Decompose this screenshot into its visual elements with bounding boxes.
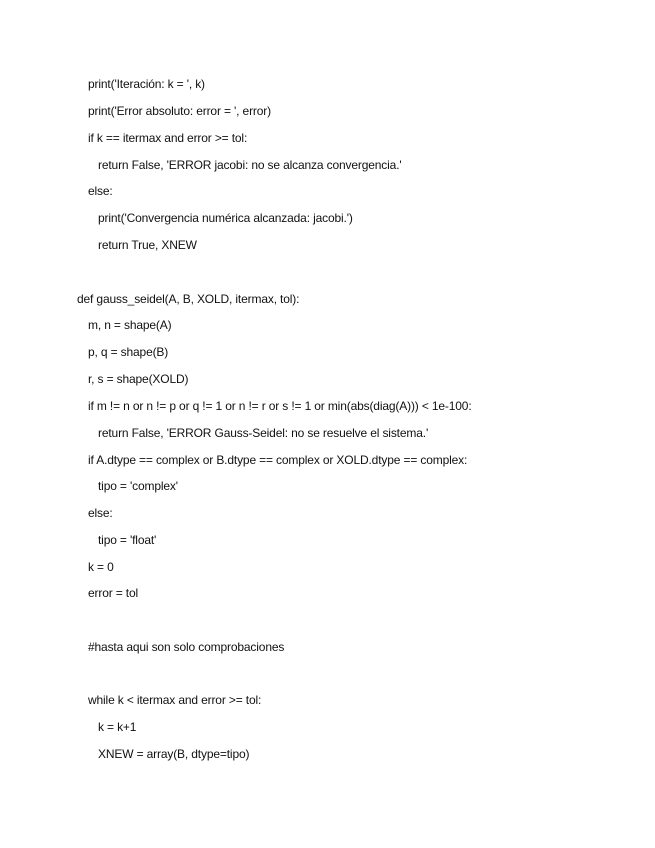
code-line: r, s = shape(XOLD) [88, 372, 189, 386]
code-line: print('Iteración: k = ', k) [88, 77, 205, 91]
code-line: return False, 'ERROR Gauss-Seidel: no se resuelve el sistema.' [98, 426, 429, 440]
code-line: p, q = shape(B) [88, 345, 169, 359]
code-line: k = 0 [88, 560, 114, 574]
code-line: return False, 'ERROR jacobi: no se alcanza convergencia.' [98, 158, 402, 172]
function-definition: def gauss_seidel(A, B, XOLD, itermax, tol): [77, 292, 300, 306]
code-line: if m != n or n != p or q != 1 or n != r or s != 1 or min(abs(diag(A))) < 1e-100: [88, 399, 472, 413]
code-line: while k < itermax and error >= tol: [88, 693, 262, 707]
code-line: tipo = 'float' [98, 533, 157, 547]
code-line: else: [88, 184, 113, 198]
code-line: m, n = shape(A) [88, 318, 172, 332]
code-line: if A.dtype == complex or B.dtype == complex or XOLD.dtype == complex: [88, 453, 468, 467]
code-line: error = tol [88, 586, 139, 600]
code-line: k = k+1 [98, 720, 137, 734]
code-line: else: [88, 506, 113, 520]
code-comment: #hasta aqui son solo comprobaciones [88, 640, 285, 654]
code-line: XNEW = array(B, dtype=tipo) [98, 747, 250, 761]
code-line: print('Error absoluto: error = ', error) [88, 104, 271, 118]
code-line: if k == itermax and error >= tol: [88, 131, 248, 145]
code-line: tipo = 'complex' [98, 479, 178, 493]
code-line: return True, XNEW [98, 238, 197, 252]
code-line: print('Convergencia numérica alcanzada: jacobi.') [98, 211, 353, 225]
